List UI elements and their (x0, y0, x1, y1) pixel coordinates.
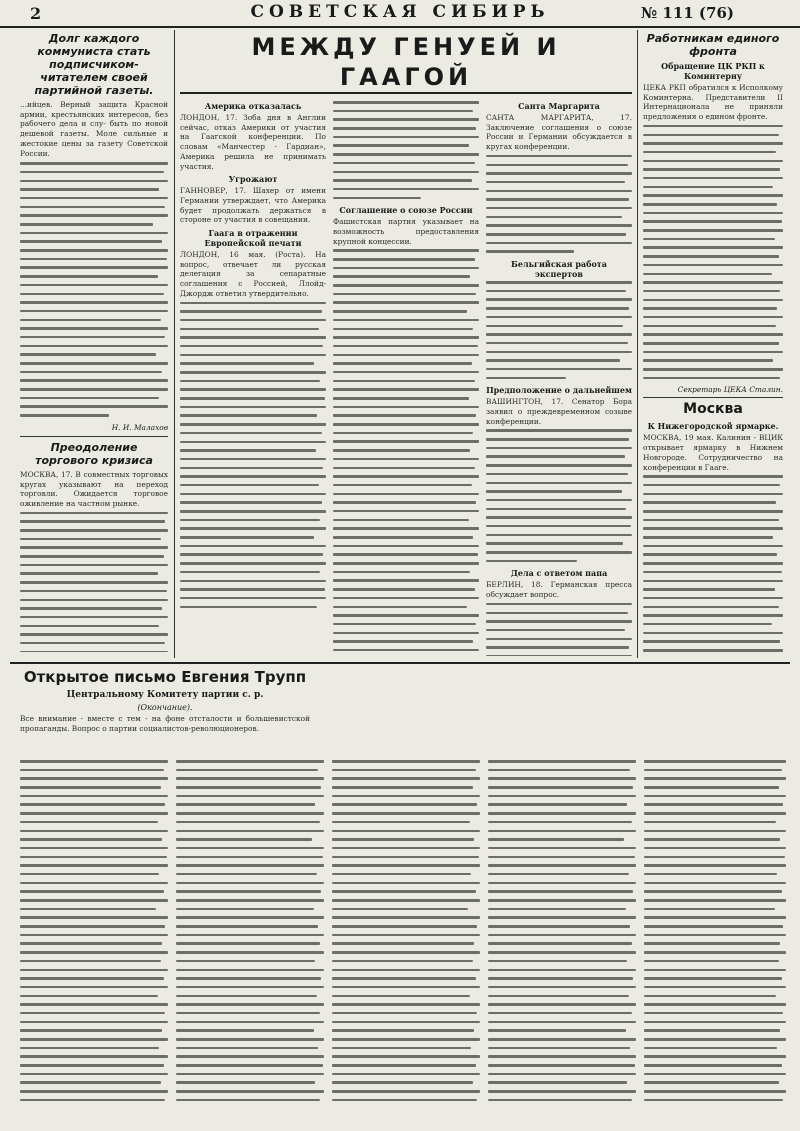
bottom-col-5 (644, 760, 786, 1108)
center-col3-subhead3: Предположение о дальнейшем (486, 385, 632, 396)
center-col3-text2: ВАШИНГТОН, 17. Сенатор Бора заявил о преждевременном созыве конференции. (486, 397, 632, 426)
center-col1-text3: ЛОНДОН, 16 мая. (Роста). На вопрос, отвечает ли русская делегация за сепаратные соглашения с Россией, Ллойд-Джордж ответил утвердительно. (180, 250, 326, 298)
center-col3-lines (486, 155, 632, 253)
right-signature: Секретарь ЦЕКА Сталин. (677, 385, 783, 395)
center-col1-subhead: Америка отказалась (204, 101, 302, 111)
bottom-col-3 (332, 760, 480, 1108)
center-col3-subhead: Санта Маргарита (518, 101, 600, 111)
right-text: ЦЕКА РКП обратился к Исполкому Коминтерна. Представители II Интернационала не приняли предложения о едином фронте. (643, 83, 783, 122)
center-col3-subhead2: Бельгийская работа экспертов (511, 259, 607, 280)
left-section2-headline: Преодоление торгового кризиса (35, 440, 153, 467)
center-col2-lines-b (333, 249, 479, 656)
issue-number: № 111 (76) (640, 4, 734, 22)
right-section2-text: МОСКВА, 19 мая. Калинин - ВЦИК открывает ярмарку в Нижнем Новгороде. Сотрудничество на конференции в Гааге. (643, 433, 783, 472)
center-col2-subhead: Соглашение о союзе России (339, 205, 473, 216)
center-col-3 (486, 98, 632, 656)
center-col2-lines (333, 101, 479, 199)
center-col1-text: ЛОНДОН, 17. Зоба дня в Англии сейчас, отказ Америки от участия на Гаагской конференции. По словам «Манчестер - Гардиан», Америка решила не принимать участия. (180, 113, 326, 171)
masthead (0, 0, 800, 28)
bottom-col-1 (20, 760, 168, 1108)
left-body-lines (20, 162, 168, 416)
bottom-subhead2: (Окончание). (137, 703, 193, 712)
center-col-2 (333, 98, 479, 656)
left-headline: Долг каждого коммуниста стать подписчиком-читателем своей партийной газеты. (34, 32, 154, 97)
bottom-col-2 (176, 760, 324, 1108)
center-section (180, 32, 632, 656)
bottom-section (20, 668, 790, 1124)
right-subhead: Обращение ЦК РКП к Коминтерну (661, 61, 765, 81)
right-section2-lines (643, 475, 783, 652)
center-col3-lines-c (486, 429, 632, 562)
center-col3-lines-d (486, 603, 632, 656)
bottom-col-4 (488, 760, 636, 1108)
page-number: 2 (30, 4, 42, 23)
left-column (20, 32, 168, 652)
center-col1-text2: ГАННОВЕР, 17. Шахер от имени Германии утверждает, что Америка будет продолжать держаться в стороне от участия в совещании. (180, 186, 326, 225)
right-body-lines (643, 125, 783, 379)
center-col-1 (180, 98, 326, 656)
bottom-columns (20, 760, 790, 1108)
right-headline: Работникам единого фронта (646, 32, 780, 58)
center-col3-lines-b (486, 281, 632, 379)
center-col2-text: Фашистская партия указывает на возможность предоставления крупной концессии. (333, 217, 479, 246)
paper-name: СОВЕТСКАЯ СИБИРЬ (250, 2, 550, 22)
center-col3-subhead4: Дела с ответом папа (510, 568, 608, 579)
center-col1-subhead2: Угрожают (228, 174, 278, 185)
center-col3-text3: БЕРЛИН, 18. Германская пресса обсуждает вопрос. (486, 580, 632, 600)
bottom-headline: Открытое письмо Евгения Трупп (23, 668, 307, 686)
left-intro: ...ийцев. Верный защита Красной армии, крестьянских интересов, без рабочего дела и слу- быть по новой дешевой газеты. Моле сильные и жестокие цены за газету Советской России. (20, 100, 168, 158)
center-col1-subhead3: Гаага в отражении Европейской печати (204, 228, 302, 249)
right-column (643, 32, 783, 652)
left-section2-text: МОСКВА, 17. В совместных торговых кругах указывают на переход торговли. Ожидается торговое оживление на частном рынке. (20, 469, 168, 508)
center-col3-text: САНТА МАРГАРИТА, 17. Заключение соглашения о союзе России и Германии обсуждается в кругах конференции. (486, 113, 632, 152)
left-signature: Н. И. Малахов (111, 422, 168, 432)
right-section2-subhead: К Нижегородской ярмарке. (647, 421, 779, 432)
center-col1-lines (180, 302, 326, 609)
left-section2-lines (20, 512, 168, 652)
right-section2-headline: Москва (683, 401, 743, 418)
bottom-subhead: Центральному Комитету партии с. р. (66, 690, 264, 700)
bottom-text: Все внимание - вместе с тем - на фоне отсталости и большевистской пропаганды. Вопрос о партии социалистов-революционеров. (20, 714, 310, 733)
center-headline: МЕЖДУ ГЕНУЕЙ И ГААГОЙ (180, 32, 632, 94)
